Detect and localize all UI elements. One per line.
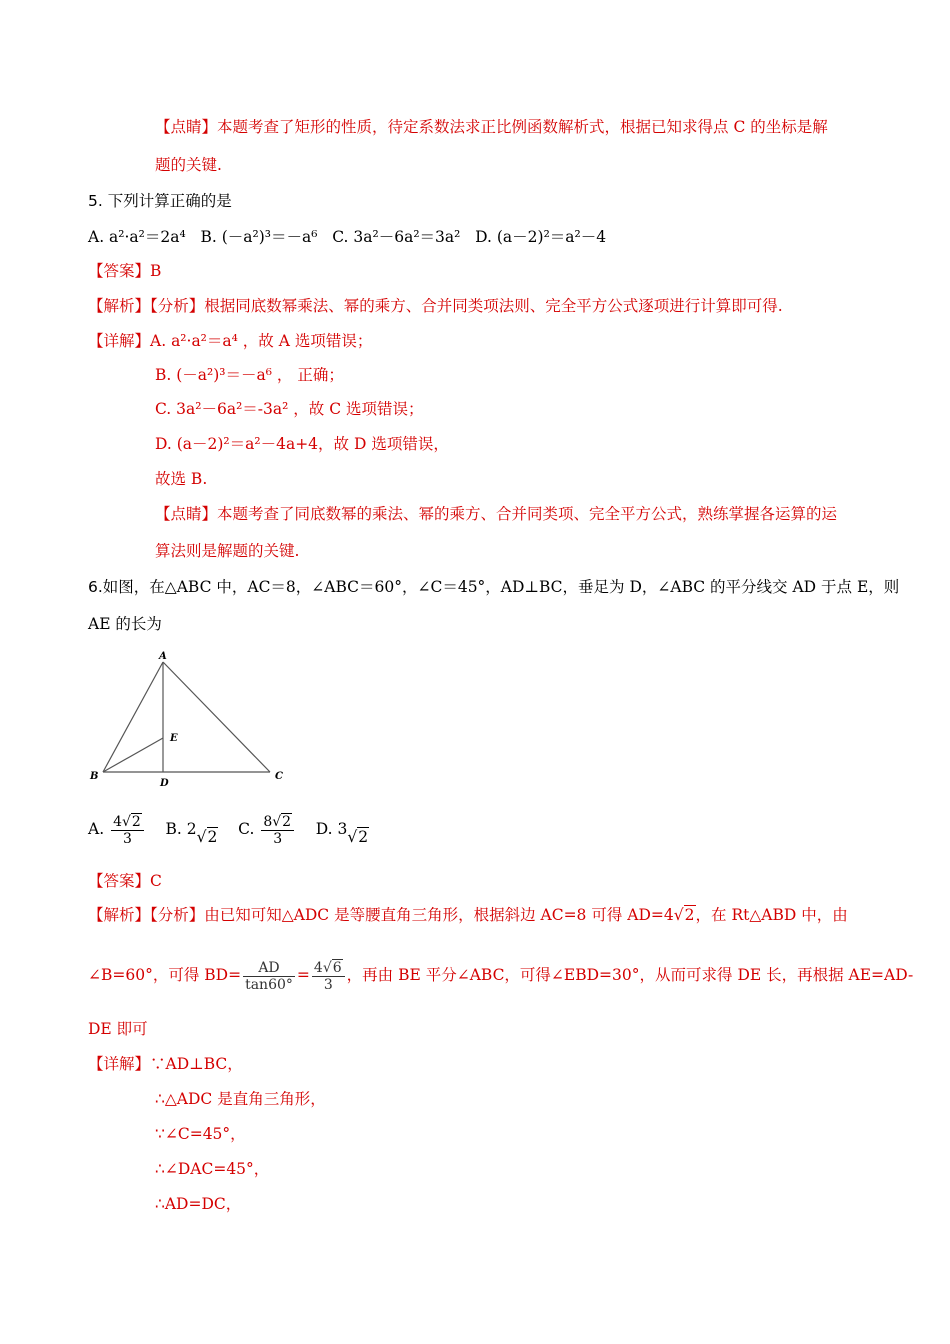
frac-den: tan60° [245, 976, 293, 993]
side-ac [163, 662, 270, 772]
analysis-text: ，再由 BE 平分∠ABC，可得∠EBD=30°，从而可求得 DE 长，再根据 AE=AD- [346, 966, 914, 984]
tip-text: 本题考查了同底数幂的乘法、幂的乘方、合并同类项、完全平方公式，熟练掌握各运算的运 [217, 505, 838, 523]
option-a: A. a²·a²＝2a⁴ [88, 228, 186, 246]
analysis-tag: 【解析】【分析】 [88, 297, 205, 315]
frac-num-coef: 8 [263, 813, 273, 830]
q5-tip-line2: 算法则是解题的关键. [155, 542, 300, 560]
equals-sign: = [296, 966, 310, 984]
q5-detail-line2: B. (－a²)³＝－a⁶ ， 正确； [155, 366, 344, 384]
frac-num-rad: 6 [332, 959, 342, 976]
label-d: D [160, 778, 169, 789]
label-c: C [275, 771, 283, 782]
tip-text: 本题考查了矩形的性质，待定系数法求正比例函数解析式，根据已知求得点 C 的坐标是解 [217, 118, 828, 136]
question-text: 下列计算正确的是 [107, 192, 232, 210]
option-c: C. 3a²－6a²＝3a² [332, 228, 461, 246]
q6-detail-line5: ∴AD=DC， [155, 1195, 242, 1213]
q6-stem-line2: AE 的长为 [88, 615, 162, 633]
q6-answer: 【答案】C [88, 872, 162, 890]
q6-detail-line4: ∴∠DAC=45°， [155, 1160, 270, 1178]
option-d: D. (a－2)²＝a²－4 [475, 228, 607, 246]
q6-detail-line3: ∵∠C=45°， [155, 1125, 246, 1143]
option-d: D. 3√2 [315, 820, 369, 846]
analysis-text: 根据同底数幂乘法、幂的乘方、合并同类项法则、完全平方公式逐项进行计算即可得. [204, 297, 783, 315]
frac-num-rad: 2 [131, 813, 141, 830]
q5-answer: 【答案】B [88, 262, 162, 280]
q5-detail-line5: 故选 B. [155, 470, 208, 488]
option-label: D. 3 [315, 820, 348, 838]
label-a: A [159, 651, 167, 662]
q6-detail-line1 [88, 1053, 243, 1075]
frac-num-coef: 4 [113, 813, 122, 830]
option-b: B. 2√2 [165, 820, 218, 846]
frac-den: 3 [273, 830, 283, 847]
tip-tag: 【点睛】 [155, 118, 218, 136]
frac-num-rad: 2 [282, 813, 292, 830]
q4-tip-line1 [155, 116, 828, 138]
analysis-text: ，在 Rt△ABD 中，由 [695, 906, 848, 924]
option-a [88, 813, 151, 847]
q6-analysis-line1: 【解析】【分析】由已知可知△ADC 是等腰直角三角形，根据斜边 AC=8 可得 AD=4√2，在 Rt△ABD 中，由 [88, 906, 848, 924]
option-rad: 2 [358, 828, 369, 846]
analysis-tag: 【解析】【分析】 [88, 906, 205, 924]
frac-num: AD [243, 960, 295, 977]
analysis-text: 由已知可知△ADC 是等腰直角三角形，根据斜边 AC=8 可得 AD=4 [204, 906, 674, 924]
q6-analysis-line3: DE 即可 [88, 1020, 148, 1038]
detail-step: A. a²·a²＝a⁴ ，故 A 选项错误； [150, 332, 373, 350]
q4-tip-line2: 题的关键. [155, 156, 222, 174]
q5-detail-line4: D. (a－2)²＝a²－4a+4，故 D 选项错误， [155, 435, 449, 453]
frac-num-coef: 4 [313, 959, 323, 976]
q5-detail-line1 [88, 330, 372, 352]
option-label: B. 2 [165, 820, 197, 838]
triangle-figure [85, 645, 300, 790]
q5-stem [88, 190, 232, 212]
q6-stem-line1 [88, 576, 899, 598]
analysis-text: ∠B=60°，可得 BD= [88, 966, 242, 984]
fraction-4root6-3: $\frac{4√6}{3}$ [312, 960, 345, 993]
frac-den: 3 [323, 976, 333, 993]
detail-tag: 【详解】 [88, 1055, 151, 1073]
q5-options [88, 226, 606, 248]
detail-tag: 【详解】 [88, 332, 151, 350]
label-b: B [90, 771, 99, 782]
q5-analysis [88, 295, 783, 317]
q6-options [88, 810, 369, 848]
frac-den: 3 [122, 830, 132, 847]
q5-detail-line3: C. 3a²－6a²＝-3a² ，故 C 选项错误； [155, 400, 424, 418]
fraction-ad-tan60 [243, 960, 295, 993]
q6-analysis-line2 [88, 955, 913, 995]
question-text: 如图，在△ABC 中，AC＝8，∠ABC＝60°，∠C＝45°，AD⊥BC，垂足为 D，∠ABC 的平分线交 AD 于点 E，则 [102, 578, 900, 596]
option-b: B. (－a²)³＝－a⁶ [200, 228, 318, 246]
question-number: 6. [88, 578, 103, 596]
analysis-rad: 2 [684, 906, 695, 924]
detail-step: ∵AD⊥BC， [150, 1055, 243, 1073]
fraction: $\frac{4√2}{3}$ [111, 814, 144, 847]
tip-tag: 【点睛】 [155, 505, 218, 523]
fraction: $\frac{8√2}{3}$ [261, 814, 294, 847]
option-c [238, 813, 301, 847]
q6-detail-line2: ∴△ADC 是直角三角形， [155, 1090, 326, 1108]
option-label: A. [88, 820, 105, 838]
option-label: C. [238, 820, 255, 838]
label-e: E [170, 733, 178, 744]
option-rad: 2 [207, 828, 218, 846]
question-number: 5. [88, 192, 103, 210]
q5-tip-line1 [155, 503, 837, 525]
